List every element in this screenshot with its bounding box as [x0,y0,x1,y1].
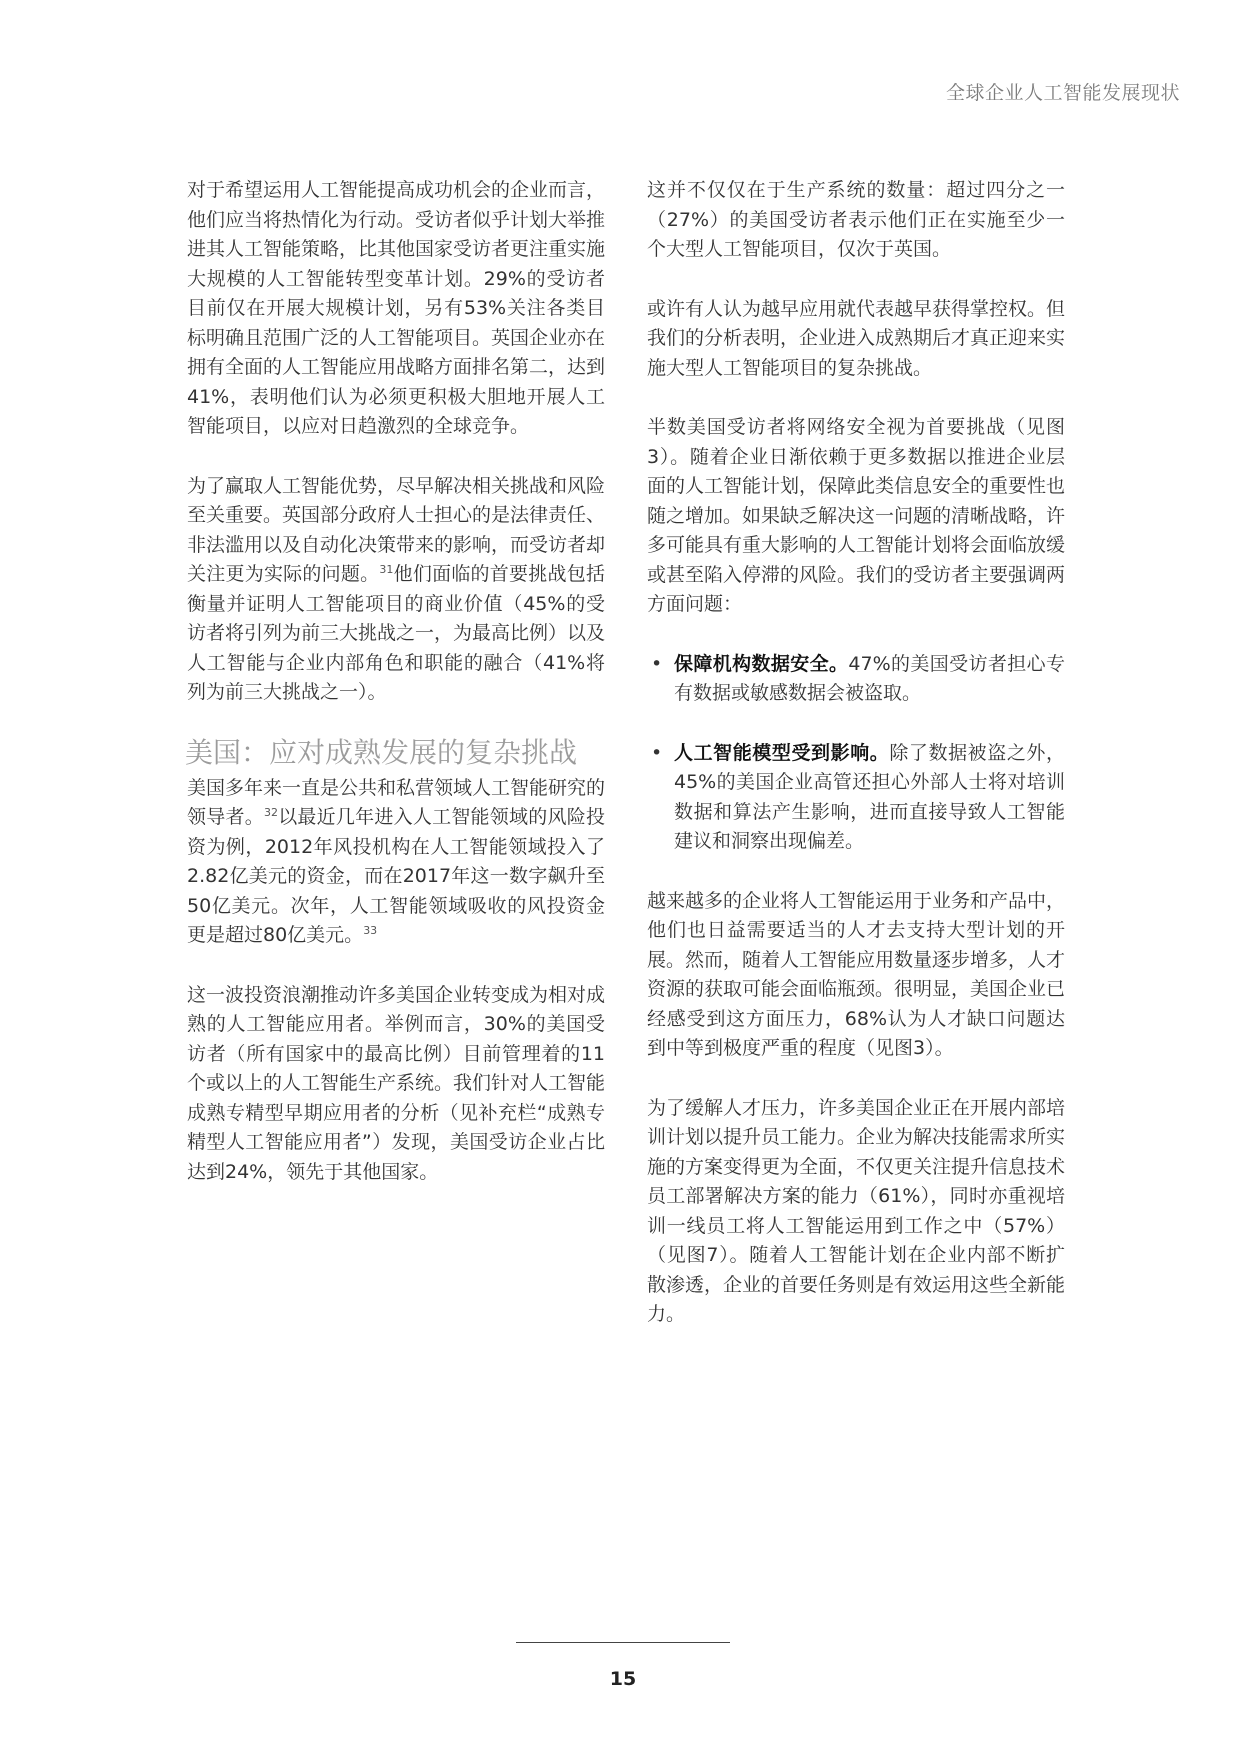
footnote-ref-33: 33 [363,924,378,937]
footnote-ref-31: 31 [379,563,394,576]
right-column [647,176,1065,1360]
bullet-dot-icon: • [651,741,663,764]
right-paragraph-3: 半数美国受访者将网络安全视为首要挑战（见图3）。随着企业日渐依赖于更多数据以推进企业层面的人工智能计划，保障此类信息安全的重要性也随之增加。如果缺乏解决这一问题的清晰战略，许多可能具有重大影响的人工智能计划将会面临放缓或甚至陷入停滞的风险。我们的受访者主要强调两方面问题： [647,416,1066,615]
left-column [187,176,605,1217]
bullet-text: 47%的美国受访者担心专有数据或敏感数据会被盗取。 [674,652,1065,704]
left-paragraph-2 [187,472,605,708]
section-heading-usa: 美国：应对成熟发展的复杂挑战 [185,735,578,769]
right-paragraph-4: 越来越多的企业将人工智能运用于业务和产品中，他们也日益需要适当的人才去支持大型计划的开展。然而，随着人工智能应用数量逐步增多，人才资源的获取可能会面临瓶颈。很明显，美国企业已经感受到这方面压力，68%认为人才缺口问题达到中等到极度严重的程度（见图3）。 [647,889,1066,1059]
left-paragraph-3-text-b: 以最近几年进入人工智能领域的风险投资为例，2012年风投机构在人工智能领域投入了2.82亿美元的资金，而在2017年这一数字飙升至50亿美元。次年，人工智能领域吸收的风投资金更是超过80亿美元。 [187,806,605,946]
bullet-item-model-influence [647,739,1065,857]
right-paragraph-5: 为了缓解人才压力，许多美国企业正在开展内部培训计划以提升员工能力。企业为解决技能需求所实施的方案变得更为全面，不仅更关注提升信息技术员工部署解决方案的能力（61%），同时亦重视培训一线员工将人工智能运用到工作之中（57%）（见图7）。随着人工智能计划在企业内部不断扩散渗透，企业的首要任务则是有效运用这些全新能力。 [647,1096,1066,1325]
bullet-item-data-security [647,650,1065,709]
challenge-bullet-list [647,650,1065,857]
left-paragraph-2-text-b: 他们面临的首要挑战包括衡量并证明人工智能项目的商业价值（45%的受访者将引列为前三大挑战之一，为最高比例）以及人工智能与企业内部角色和职能的融合（41%将列为前三大挑战之一）。 [187,563,606,703]
right-paragraph-2: 或许有人认为越早应用就代表越早获得掌控权。但我们的分析表明，企业进入成熟期后才真正迎来实施大型人工智能项目的复杂挑战。 [647,297,1066,379]
bullet-title: 保障机构数据安全。 [674,652,849,675]
right-paragraph-1: 这并不仅仅在于生产系统的数量：超过四分之一（27%）的美国受访者表示他们正在实施至少一个大型人工智能项目，仅次于英国。 [647,179,1065,260]
left-paragraph-1: 对于希望运用人工智能提高成功机会的企业而言，他们应当将热情化为行动。受访者似乎计划大举推进其人工智能策略，比其他国家受访者更注重实施大规模的人工智能转型变革计划。29%的受访者目前仅在开展大规模计划，另有53%关注各类目标明确且范围广泛的人工智能项目。英国企业亦在拥有全面的人工智能应用战略方面排名第二，达到41%，表明他们认为必须更积极大胆地开展人工智能项目，以应对日趋激烈的全球竞争。 [187,179,606,437]
bullet-title: 人工智能模型受到影响。 [674,741,890,764]
footnote-ref-32: 32 [263,806,278,819]
page-number: 15 [609,1668,637,1690]
left-paragraph-2-text-a: 为了赢取人工智能优势，尽早解决相关挑战和风险至关重要。英国部分政府人士担心的是法律责任、非法滥用以及自动化决策带来的影响，而受访者却关注更为实际的问题。 [187,474,606,585]
footer-divider [516,1642,730,1643]
bullet-dot-icon: • [651,652,663,675]
left-paragraph-3-text-a: 美国多年来一直是公共和私营领域人工智能研究的领导者。 [187,776,606,828]
running-header-title: 全球企业人工智能发展现状 [945,82,1180,104]
left-paragraph-3 [187,774,605,951]
bullet-text: 除了数据被盗之外，45%的美国企业高管还担心外部人士将对培训数据和算法产生影响，进而直接导致人工智能建议和洞察出现偏差。 [674,741,1065,852]
left-paragraph-4: 这一波投资浪潮推动许多美国企业转变成为相对成熟的人工智能应用者。举例而言，30%的美国受访者（所有国家中的最高比例）目前管理着的11个或以上的人工智能生产系统。我们针对人工智能成熟专精型早期应用者的分析（见补充栏“成熟专精型人工智能应用者”）发现，美国受访企业占比达到24%，领先于其他国家。 [187,983,606,1183]
